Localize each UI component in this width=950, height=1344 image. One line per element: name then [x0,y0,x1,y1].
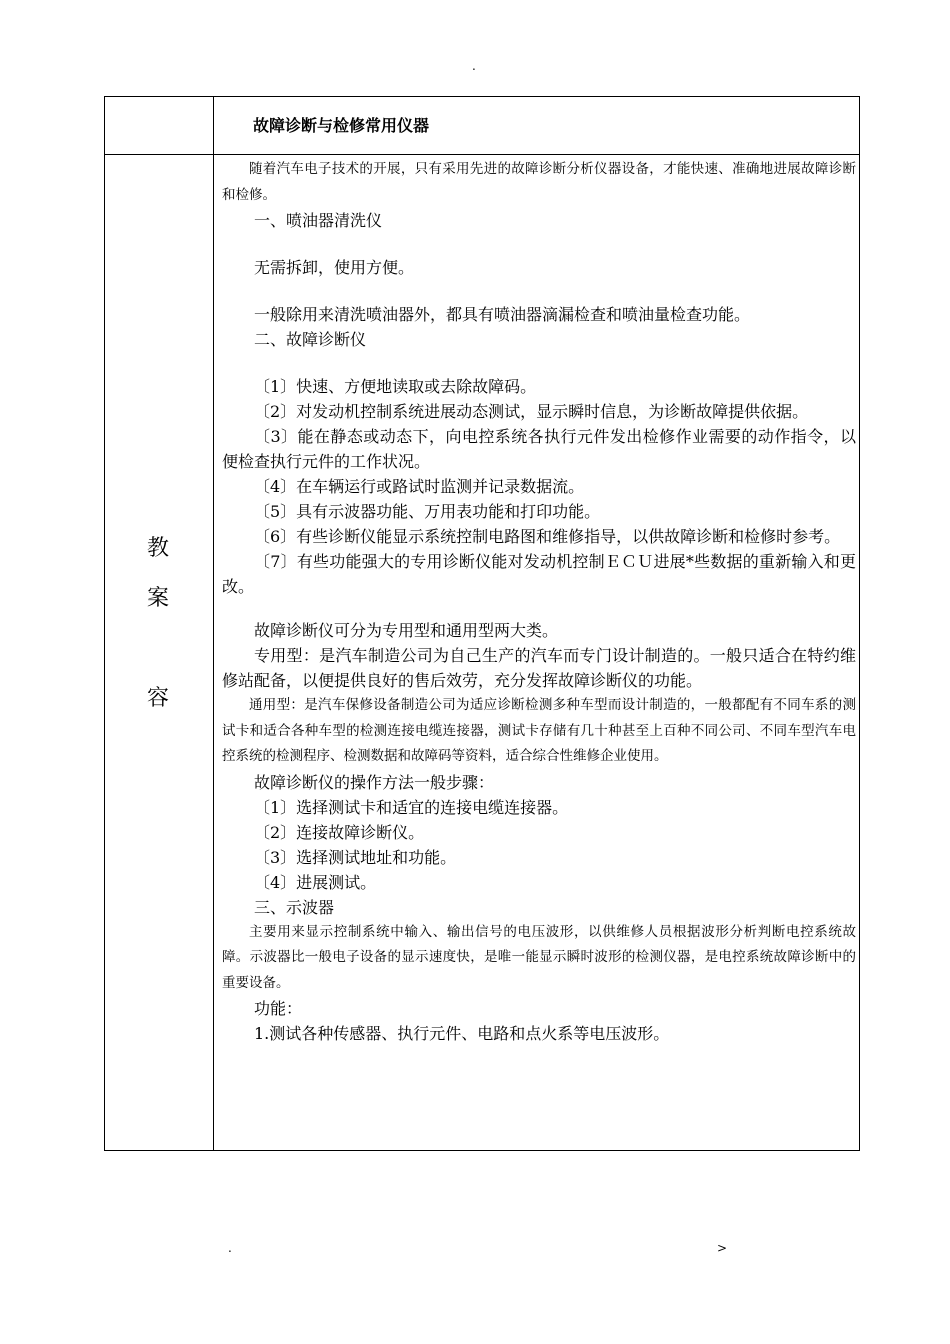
spacer [222,352,856,374]
section-heading-2: 二、故障诊断仪 [254,330,367,349]
spacer [222,280,856,302]
list-item: 〔2〕对发动机控制系统进展动态测试，显示瞬时信息，为诊断故障提供依据。 [254,402,809,421]
paragraph: 无需拆卸，使用方便。 [254,258,415,277]
paragraph: 主要用来显示控制系统中输入、输出信号的电压波形，以供维修人员根据波形分析判断电控系统故障。示波器比一般电子设备的显示速度快，是唯一能显示瞬时波形的检测仪器，是电控系统故障诊断中的重要设备。 [222,923,856,991]
section-heading-1: 一、喷油器清洗仪 [254,211,383,230]
footer-mark-right: > [717,1241,728,1255]
intro-paragraph: 随着汽车电子技术的开展，只有采用先进的故障诊断分析仪器设备，才能快速、准确地进展故障诊断和检修。 [222,161,856,203]
paragraph: 一般除用来清洗喷油器外，都具有喷油器滴漏检查和喷油量检查功能。 [254,305,751,324]
list-item: 〔6〕有些诊断仪能显示系统控制电路图和维修指导，以供故障诊断和检修时参考。 [254,527,841,546]
list-item: 〔5〕具有示波器功能、万用表功能和打印功能。 [254,502,601,521]
paragraph: 通用型：是汽车保修设备制造公司为适应诊断检测多种车型而设计制造的，一般都配有不同车系的测试卡和适合各种车型的检测连接电缆连接器，测试卡存储有几十种甚至上百种不同公司、不同车型汽车电控系统的检测程序、检测数据和故障码等资料，适合综合性维修企业使用。 [222,697,856,764]
footer-mark-left: . [228,1241,232,1255]
section-heading-3: 三、示波器 [254,897,335,917]
paragraph: 故障诊断仪的操作方法一般步骤： [254,772,495,792]
page-title: 故障诊断与检修常用仪器 [253,116,430,135]
row-divider [105,154,859,155]
paragraph: 专用型：是汽车制造公司为自己生产的汽车而专门设计制造的。一般只适合在特约维修站配备，以便提供良好的售后效劳，充分发挥故障诊断仪的功能。 [222,646,856,690]
label-char-3: 容 [147,686,170,711]
top-mark: . [472,59,476,73]
spacer [222,233,856,255]
spacer [222,599,856,618]
lesson-table [104,96,860,1151]
list-item: 〔2〕连接故障诊断仪。 [254,822,425,842]
label-char-1: 教 [147,536,170,561]
label-char-2: 案 [147,586,170,611]
column-divider [213,97,214,1150]
paragraph: 故障诊断仪可分为专用型和通用型两大类。 [254,621,559,640]
list-item: 〔1〕选择测试卡和适宜的连接电缆连接器。 [254,797,569,817]
list-item: 〔7〕有些功能强大的专用诊断仪能对发动机控制ＥＣＵ进展*些数据的重新输入和更改。 [222,552,856,596]
list-item: 1.测试各种传感器、执行元件、电路和点火系等电压波形。 [254,1024,670,1043]
list-item: 〔1〕快速、方便地读取或去除故障码。 [254,377,537,396]
list-item: 〔4〕在车辆运行或路试时监测并记录数据流。 [254,477,585,496]
list-item: 〔3〕能在静态或动态下，向电控系统各执行元件发出检修作业需要的动作指令，以便检查执行元件的工作状况。 [222,427,856,471]
lesson-content [222,157,856,1046]
list-item: 〔4〕进展测试。 [254,872,377,892]
list-item: 〔3〕选择测试地址和功能。 [254,847,457,867]
paragraph: 功能： [254,999,303,1018]
